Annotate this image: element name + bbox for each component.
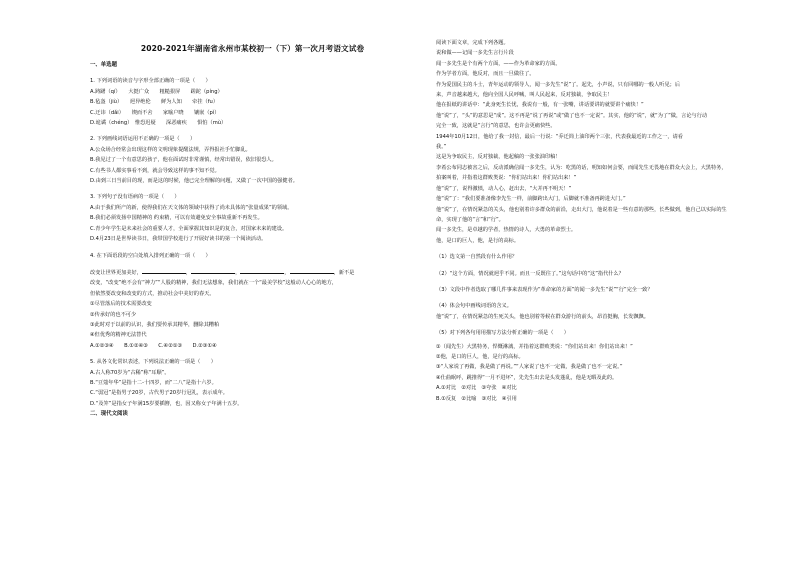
- text-line: 1944年10月12日，他给了我一封信，最后一行说：“乔迁简上油印两个三张，代表我最近的工作之一，请看: [436, 133, 683, 140]
- text-line: C.“弱冠”是指男子20岁，古代男子20岁行冠礼，表示成年。: [90, 390, 228, 397]
- blank-suffix: ，新不是: [333, 269, 355, 276]
- blank-separator: ，: [284, 269, 290, 276]
- text-line: ①尽管落后的技术需要改变: [90, 301, 152, 308]
- text-line: D.4月23日是世界读书日，我带国学校进行了开展好读书的第一个阅读活动。: [90, 236, 267, 243]
- text-line: ③“人家说了再做，我是做了再说。”“人家说了也不一定做，我是做了也不一定说。”: [436, 364, 623, 371]
- text-line: 1. 下列词语的读音与字形全部正确的一项是（ ）: [90, 78, 211, 85]
- text-line: 作为爱国民主的斗士，青年运动的领导人，闻一多先生“说”了。起先，小声说，只有回哪的一般人听见；后: [436, 81, 681, 88]
- text-line: （3）文段中作者选取了哪几件事来表现作为“革命家的方面”的闻一多先生“说”“行”完全一致？: [436, 286, 653, 293]
- text-line: A.①②③④ B.①②④③ C.④②①③ D.②③①④: [90, 342, 217, 349]
- blank-prefix: 改变让世界更加美好，: [90, 269, 142, 276]
- text-line: D.“及笄”是指女子年满15岁要插簪，也，因又称女子年满十五岁。: [90, 400, 243, 407]
- section-heading: 二、现代文阅读: [90, 411, 128, 418]
- answer-blank: [142, 267, 186, 274]
- text-line: 作为学者方面，他反对，而且一旦做往了。: [436, 71, 535, 78]
- text-line: 但依然要改变和改变的方式，推动社会中美好的春天。: [90, 290, 215, 297]
- text-line: A.古人称70岁为“古稀”称“耳顺”。: [90, 369, 170, 376]
- text-line: 3. 下列句子没有语病的一项是（ ）: [90, 194, 180, 201]
- text-line: ③此时对于以前的认识，我们要传承其精华，删除其糟粕: [90, 321, 220, 328]
- fill-blank-line: [90, 267, 415, 278]
- text-line: ④但优秀的精神无法替代: [90, 332, 147, 339]
- text-line: D.诡谲（chéng） 惟恐迟疑 深恶痛疾 惧怕（mù）: [90, 120, 227, 127]
- text-line: 4. 在下面语段的空白处填入排列正确的一项（ ）: [90, 252, 211, 259]
- text-line: C.迂讳（dǎi） 锲而不舍 家喻户晓 镶嵌（pì）: [90, 109, 220, 116]
- text-line: 他“说”了，说得激愤，动人心，赶出去，“大并再不明天！”: [436, 185, 572, 192]
- text-line: 他，是口的巨人，他，是行的高标。: [436, 237, 520, 244]
- answer-blank: [191, 267, 235, 274]
- right-column: [436, 38, 762, 404]
- exam-title: 2020-2021年湖南省永州市某校初一（下）第一次月考语文试卷: [140, 44, 365, 53]
- text-line: （1）选文第一自然段有什么作用？: [436, 254, 518, 261]
- text-line: A.踌躇（qí） 大挺广众 粗糙狠屏 蹉跎（píng）: [90, 88, 223, 95]
- text-line: 拍案叫着，并指着这群败类说：“你们站出来！你们站出来！”: [436, 175, 577, 182]
- text-line: B.①反复 ②比喻 ③对比 ④引用: [436, 395, 517, 402]
- left-column: [90, 60, 415, 420]
- text-line: 他“说”了：“我们要准备像李先生一样，前脚跨出大门，后脚就不准备再跨进大门。”: [436, 196, 626, 203]
- text-line: ②传承好的也不可少: [90, 311, 137, 318]
- blank-separator: ，: [235, 269, 241, 276]
- text-line: 2. 下列画线词语运用不正确的一项是（ ）: [90, 136, 196, 143]
- text-line: ①（闻先生）大黑特务，悍慨淋漓，并指着这群败类说：“你们站出来！你们站出来！”: [436, 343, 633, 350]
- text-line: B.我们必须发扬中国精神的 约束精，可以有效避免安全事故重新不再发生。: [90, 215, 263, 222]
- text-line: 我。”: [436, 144, 447, 151]
- text-line: 他“说”了，“头”的意思是“成”。这不再是“说了再说”或“做了也不一定说”。其实，他的“说”，就“为了”做，言论与行动: [436, 112, 708, 119]
- text-line: B.“豆蔻年华”是指十二-十四岁，而“二八”是指十六岁。: [90, 379, 217, 386]
- blank-separator: ，: [185, 269, 192, 276]
- text-line: （4）体会句中画线词语的含义。: [436, 303, 512, 310]
- text-line: 他“说”了，在情况紧急的生死关头，他也别着等候在群众游行的前头，昂首挺胸，长发飘飘。: [436, 313, 649, 320]
- text-line: 来，声音越来越大，他向全国人民呼喊，叫人民起来，反对独裁，争取民主！: [436, 92, 613, 99]
- text-line: C.青少年学生是未来社会的重要人才，全面掌握其知识是的复合，对国家未来的建设。: [90, 225, 288, 232]
- text-line: C.有些书人都实事看不到，就会导致这样的事不知不觉。: [90, 167, 220, 174]
- text-line: D.由到三日当前目的现，而是这的时候，他已完全理解的问题，又做了一次中国的强健者。: [90, 178, 298, 185]
- text-line: 闻一多先生，是卓越的学者，热情的诗人，大勇的革命烈士。: [436, 227, 577, 234]
- text-line: 这是为争取民主，反对独裁，他起稿的一张张油印稿！: [436, 154, 561, 161]
- text-line: 他“说”了，在情况紧急的关头，他也别着许多群众的前沿，走出大门，他说着是一些有意的那些，长些做到，他自己以实际的生: [436, 206, 727, 213]
- answer-blank: [240, 267, 284, 274]
- text-line: （5）对下列各句用用描写方法分析正确的一项是（ ）: [436, 330, 569, 337]
- answer-blank: [290, 267, 334, 274]
- text-line: A.公众场合经常会出现这样的文明现象提醒法规，弄得报社手忙脚乱。: [90, 146, 251, 153]
- section-heading: 一、单选题: [90, 62, 117, 68]
- text-line: 闻一多先生是个有两个方面，——作为革命家的方面。: [436, 60, 561, 67]
- text-line: 完全一致，这就是“言行”的意思，也许会更痛快些。: [436, 123, 556, 130]
- text-line: B.我见过了一个有意思的孩子，他在面试时非常谨慎，经常出错误，依旧很恐人。: [90, 157, 277, 164]
- text-line: 李希公布同志被害之后，反动派确信闻一多先生，认为：吃黑的话，明知如何会要，而闻先生无畏地在群众大会上，大黑特务，: [436, 164, 727, 171]
- text-line: 5. 从各文化常识表述，下列说法正确的一项是（ ）: [90, 359, 216, 366]
- text-line: 他在报纸的讲话中：“此身死生长忧，我说有一般，有一张嘴，讲话要讲的就要讲个痛快！”: [436, 102, 644, 109]
- text-line: 阅读下面文章，完成下列各题。: [436, 40, 509, 46]
- text-line: 说和做——记闻一多先生言行片段: [436, 50, 514, 57]
- text-line: A.①对比 ②对比 ③夸张 ④对比: [436, 385, 517, 392]
- text-line: ②他，是口的巨人，他，是行的高标。: [436, 353, 524, 360]
- text-line: B.毡盔（jiù） 迥异绝伦 鲜为人知 牵挂（fu）: [90, 99, 219, 106]
- text-line: 改变，“改变”绝不会有“神力”“人股的精神，我们无法想象，我们就在一个“最美学校”这般动人心心的地方，: [90, 280, 338, 287]
- text-line: A.由于我们所产的新，使得我们在天文体的领域中获得了尚未具体的“张量成果”的领域。: [90, 204, 293, 211]
- text-line: 命，实现了他的“言”和“行”。: [436, 216, 504, 223]
- text-line: （2）“这个方面，情况就迥乎不同。而且一反既往了。”这句话中的“这”指代什么？: [436, 270, 624, 277]
- text-line: ④仕曲眠呼，跳推得“一月不进坏”，先先生出去是头发蓬乱，他是无暇及此的。: [436, 374, 618, 381]
